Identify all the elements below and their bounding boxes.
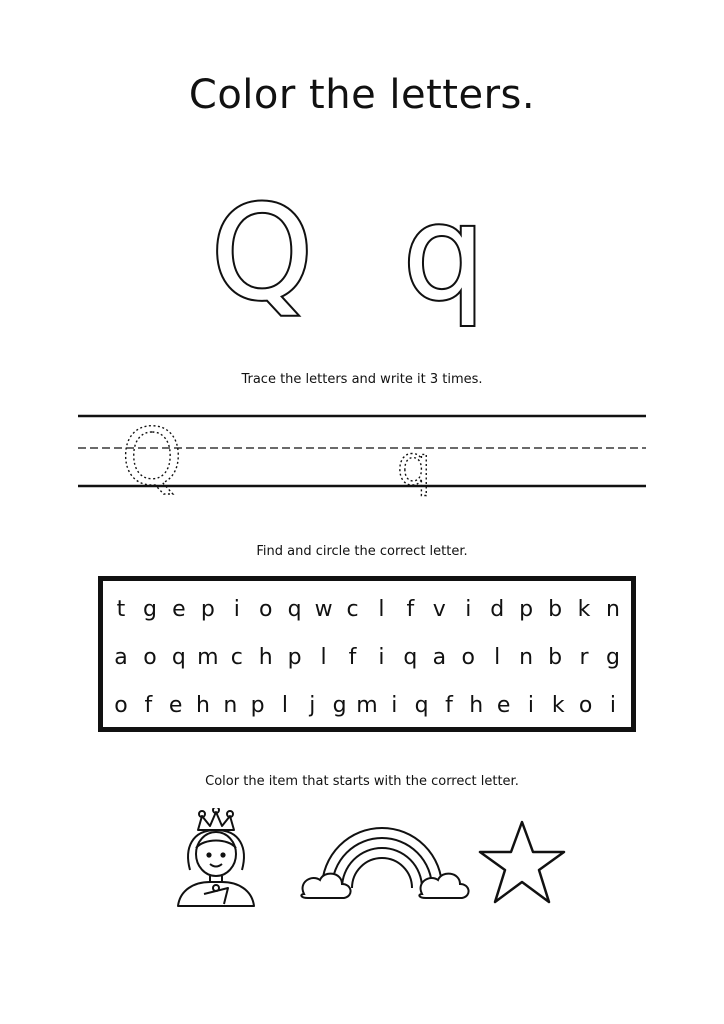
grid-letter[interactable]: b (548, 597, 563, 622)
grid-letter[interactable]: o (258, 597, 273, 622)
grid-letter[interactable]: l (378, 597, 385, 622)
grid-letter[interactable]: o (578, 693, 593, 718)
trace-instruction: Trace the letters and write it 3 times. (241, 372, 483, 387)
grid-letter[interactable]: n (223, 693, 238, 718)
outline-letters (0, 180, 724, 340)
grid-letter[interactable]: i (391, 693, 398, 718)
grid-letter[interactable]: l (494, 645, 501, 670)
trace-letter-upper: Q (121, 413, 183, 503)
grid-letter[interactable]: c (346, 597, 359, 622)
grid-letter[interactable]: a (114, 645, 128, 670)
grid-letter[interactable]: o (143, 645, 157, 670)
page-title: Color the letters. (188, 72, 536, 118)
grid-letter[interactable]: w (314, 597, 333, 622)
grid-letter[interactable]: i (527, 693, 534, 718)
grid-letter[interactable]: n (519, 645, 534, 670)
grid-letter[interactable]: t (116, 597, 126, 622)
grid-letter[interactable]: q (287, 597, 302, 622)
rainbow-icon[interactable] (301, 828, 468, 898)
grid-letter[interactable]: h (469, 693, 484, 718)
grid-letter[interactable]: f (445, 693, 453, 718)
grid-letter[interactable]: i (378, 645, 385, 670)
grid-row-1 (109, 597, 625, 623)
grid-letter[interactable]: q (414, 693, 429, 718)
grid-letter[interactable]: p (287, 645, 302, 670)
trace-letter-lower: q (396, 434, 432, 497)
grid-letter[interactable]: i (233, 597, 240, 622)
grid-letter[interactable]: d (490, 597, 505, 622)
grid-letter[interactable]: f (406, 597, 415, 622)
outline-letter-lower[interactable]: q (402, 180, 486, 329)
grid-letter[interactable]: m (356, 693, 378, 718)
grid-row-3 (109, 693, 625, 719)
grid-letter[interactable]: o (461, 645, 475, 670)
grid-letter[interactable]: f (348, 645, 357, 670)
grid-letter[interactable]: e (172, 597, 186, 622)
pictures (160, 808, 580, 918)
queen-icon[interactable] (178, 808, 254, 906)
grid-letter[interactable]: v (432, 597, 446, 622)
grid-letter[interactable]: r (579, 645, 589, 670)
outline-letter-upper[interactable]: Q (210, 180, 314, 329)
grid-letter[interactable]: p (250, 693, 265, 718)
grid-letter[interactable]: e (496, 693, 511, 718)
grid-letter[interactable]: k (551, 693, 565, 718)
grid-letter[interactable]: p (519, 597, 534, 622)
grid-letter[interactable]: j (309, 693, 316, 718)
grid-letter[interactable]: c (230, 645, 243, 670)
grid-letter[interactable]: b (548, 645, 563, 670)
grid-letter[interactable]: l (320, 645, 327, 670)
grid-letter[interactable]: g (332, 693, 347, 718)
grid-letter[interactable]: g (605, 645, 620, 670)
letter-grid (98, 576, 636, 732)
grid-letter[interactable]: a (432, 645, 447, 670)
grid-letter[interactable]: e (168, 693, 183, 718)
grid-letter[interactable]: k (577, 597, 591, 622)
star-icon[interactable] (480, 822, 564, 902)
grid-letter[interactable]: h (258, 645, 273, 670)
grid-letter[interactable]: i (609, 693, 616, 718)
grid-letter[interactable]: q (171, 645, 186, 670)
grid-row-2 (109, 645, 625, 671)
grid-letter[interactable]: g (142, 597, 157, 622)
grid-letter[interactable]: q (403, 645, 418, 670)
grid-letter[interactable]: o (114, 693, 128, 718)
grid-letter[interactable]: m (197, 645, 219, 670)
grid-letter[interactable]: n (605, 597, 620, 622)
grid-letter[interactable]: i (465, 597, 472, 622)
grid-letter[interactable]: h (196, 693, 210, 718)
grid-letter[interactable]: p (200, 597, 215, 622)
find-instruction: Find and circle the correct letter. (256, 544, 468, 559)
grid-letter[interactable]: l (281, 693, 289, 718)
color-item-instruction: Color the item that starts with the correct letter. (205, 774, 519, 789)
tracing-lines[interactable] (78, 404, 646, 509)
grid-letter[interactable]: f (144, 693, 153, 718)
